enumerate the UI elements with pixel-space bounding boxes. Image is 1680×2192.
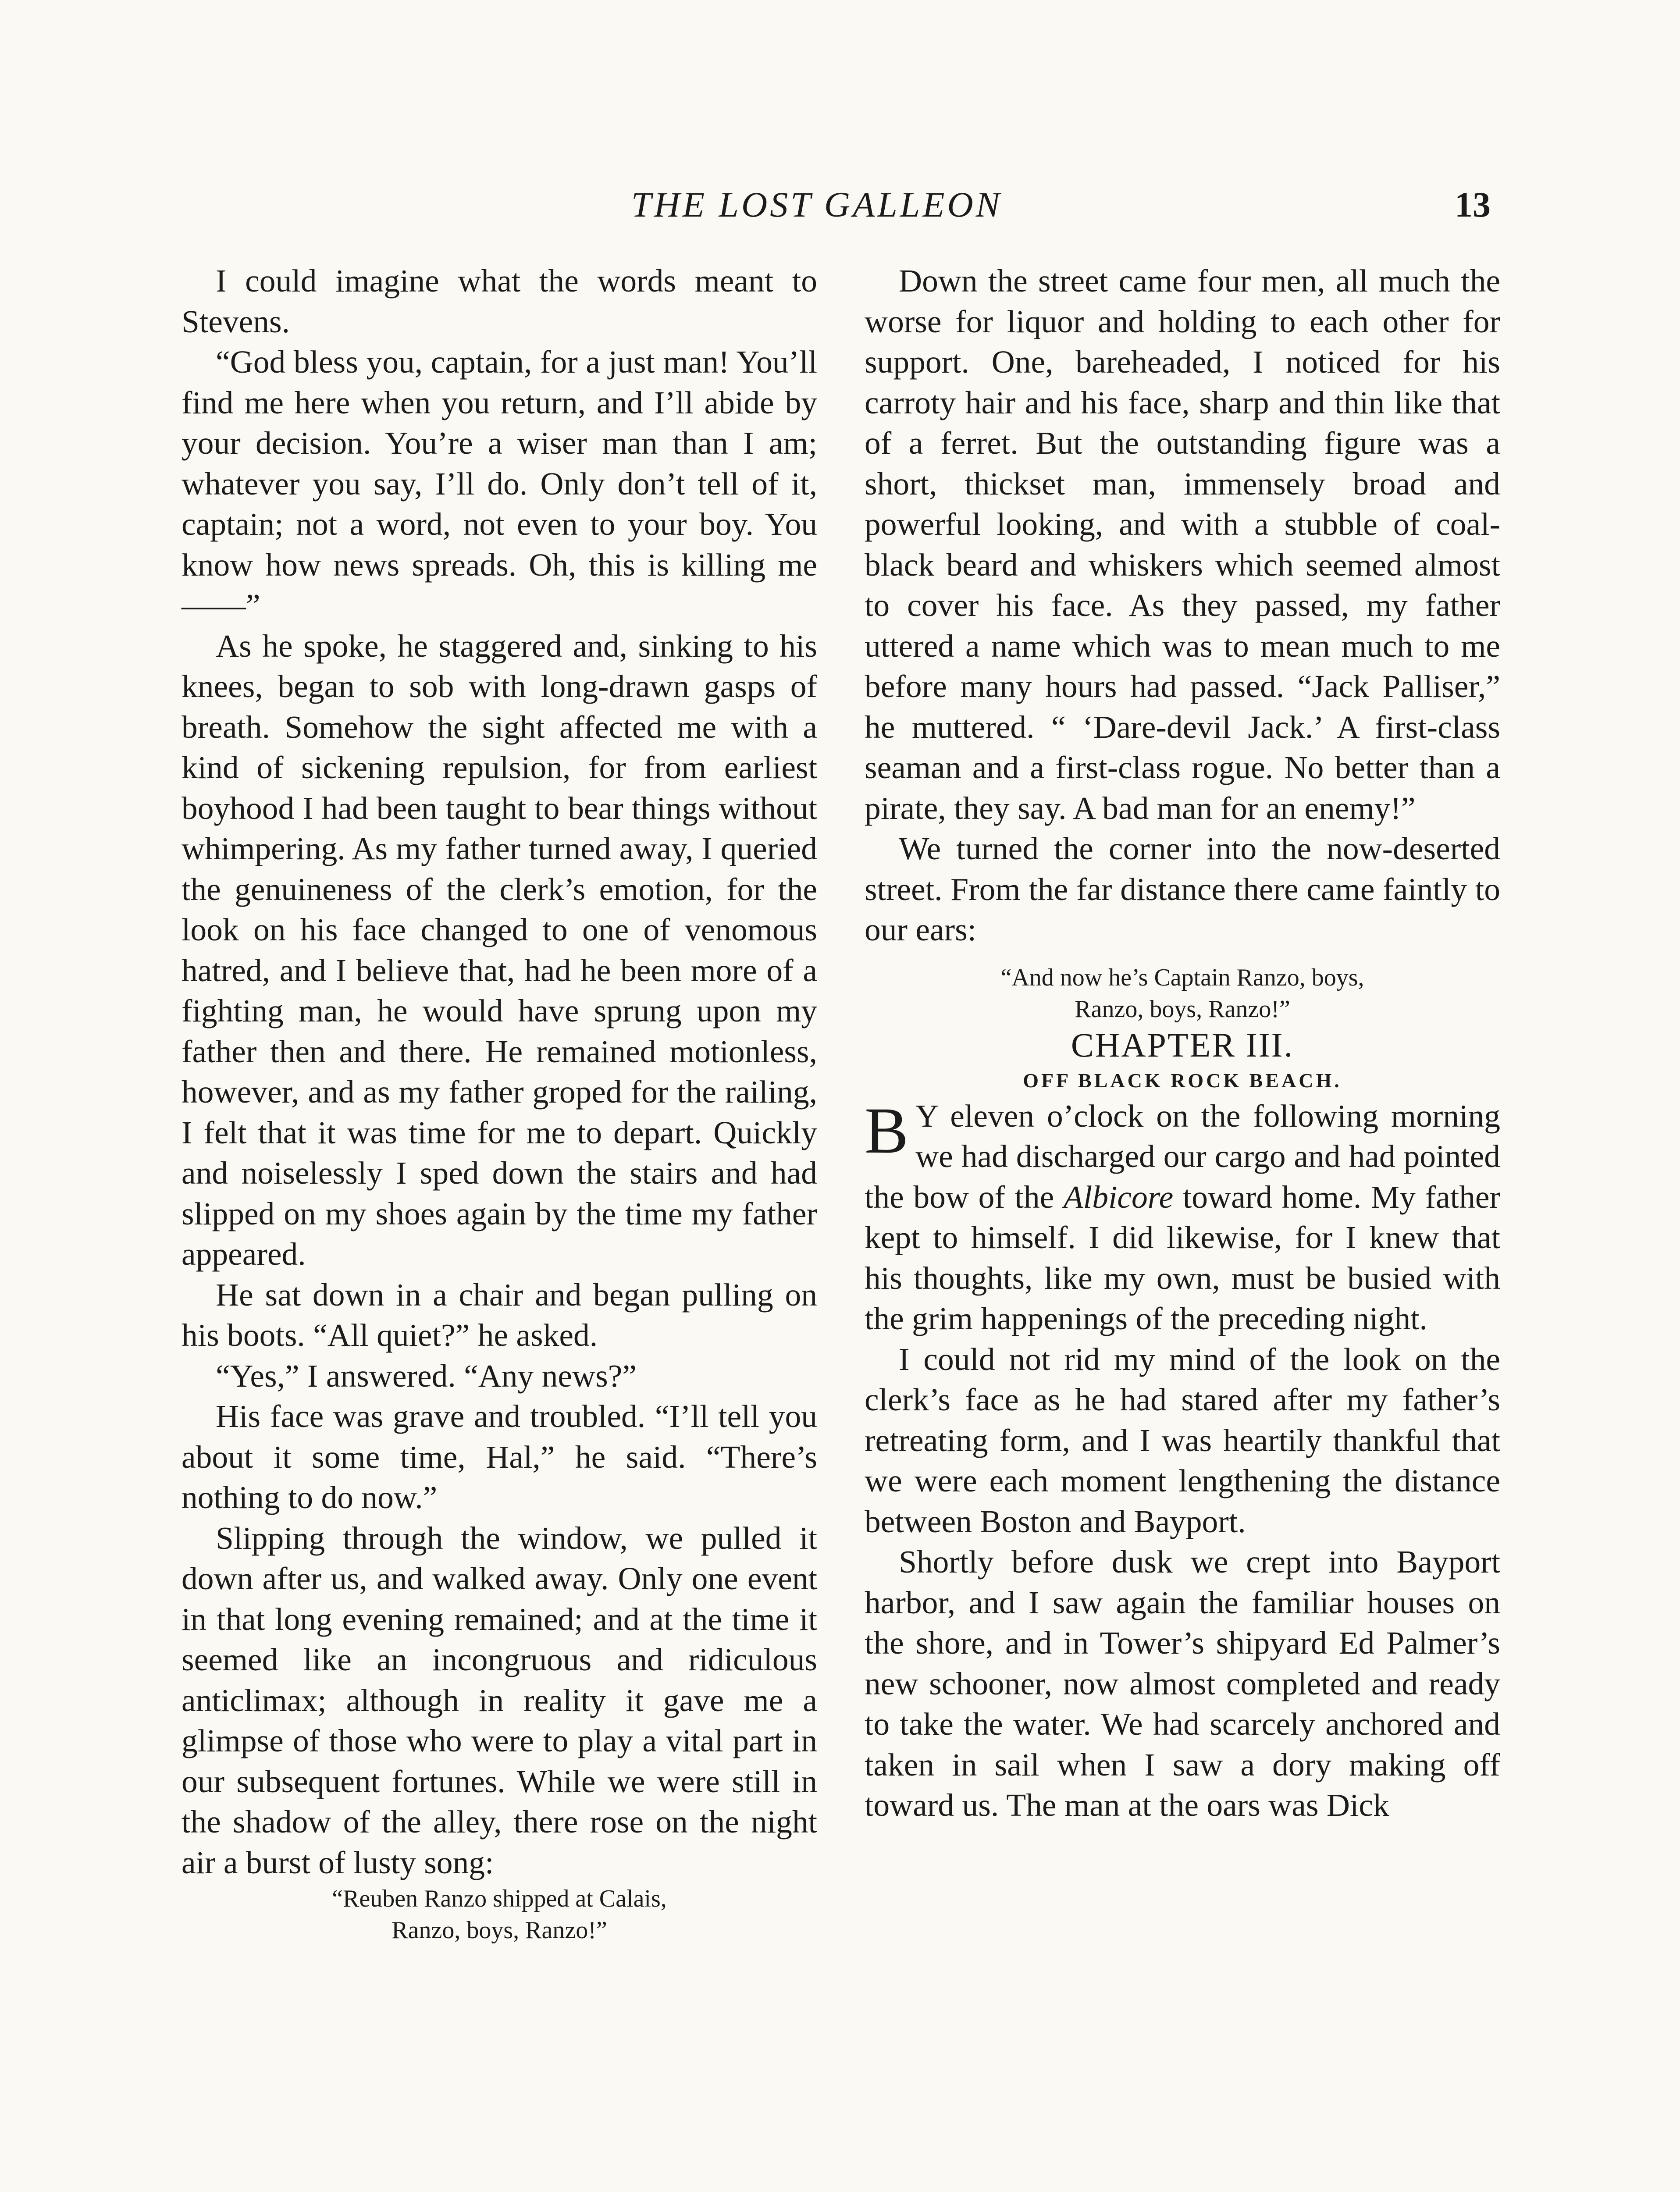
chapter-opening-paragraph xyxy=(865,1096,1500,1339)
song-line: Ranzo, boys, Ranzo!” xyxy=(392,1917,607,1944)
running-title: THE LOST GALLEON xyxy=(631,185,1003,224)
paragraph: As he spoke, he staggered and, sinking to his knees, began to sob with long-drawn gasps of breath. Somehow the sight affected me with a kind of sickening repulsion, for from earliest boyhood I had been taught to bear things without whimpering. As my father turned away, I queried the genuineness of the clerk’s emotion, for the look on his face changed to one of venomous hatred, and I believe that, had he been more of a fighting man, he would have sprung upon my father then and there. He remained motionless, however, and as my father groped for the railing, I felt that it was time for me to depart. Quickly and noiselessly I sped down the stairs and had slipped on my shoes again by the time my father appeared. xyxy=(182,628,817,1272)
page-number: 13 xyxy=(1455,185,1491,224)
paragraph: Slipping through the window, we pulled it down after us, and walked away. Only one event in that long evening remained; and at the time it seemed like an incongruous and ridiculous anticlimax; although in reality it gave me a glimpse of those who were to play a vital part in our subsequent fortunes. While we were still in the shadow of the alley, there rose on the night air a burst of lusty song: xyxy=(182,1520,817,1880)
paragraph: We turned the corner into the now-deserted street. From the far distance there came faintly to our ears: xyxy=(865,831,1500,947)
paragraph: Shortly before dusk we crept into Bayport harbor, and I saw again the familiar houses on the shore, and in Tower’s shipyard Ed Palmer’s new schooner, now almost completed and ready to take the water. We had scarcely anchored and taken in sail when I saw a dory making off toward us. The man at the oars was Dick xyxy=(865,1544,1500,1823)
paragraph-text: Y eleven o’clock on the following morning we had discharged our cargo and had pointed the bow of the xyxy=(865,1098,1500,1215)
ship-name: Albicore xyxy=(1063,1179,1174,1215)
song-verse xyxy=(865,962,1500,1025)
paragraph: Down the street came four men, all much the worse for liquor and holding to each other for support. One, bareheaded, I noticed for his carroty hair and his face, sharp and thin like that of a ferret. But the outstanding figure was a short, thickset man, immensely broad and powerful looking, and with a stubble of coal-black beard and whiskers which seemed almost to cover his face. As they passed, my father uttered a name which was to mean much to me before many hours had passed. “Jack Palliser,” he muttered. “ ‘Dare-devil Jack.’ A first-class seaman and a first-class rogue. No better than a pirate, they say. A bad man for an enemy!” xyxy=(865,263,1500,826)
paragraph: I could imagine what the words meant to Stevens. xyxy=(182,263,817,339)
song-verse xyxy=(182,1883,817,1946)
drop-cap: B xyxy=(865,1094,909,1167)
right-column xyxy=(865,261,1500,1826)
chapter-subtitle: OFF BLACK ROCK BEACH. xyxy=(1023,1069,1342,1092)
song-line: Ranzo, boys, Ranzo!” xyxy=(1075,995,1290,1023)
paragraph: His face was grave and troubled. “I’ll tell you about it some time, Hal,” he said. “There’s nothing to do now.” xyxy=(182,1398,817,1515)
chapter-title: CHAPTER III. xyxy=(1071,1025,1294,1064)
song-line: “Reuben Ranzo shipped at Calais, xyxy=(332,1885,667,1912)
song-line: “And now he’s Captain Ranzo, boys, xyxy=(1000,964,1364,991)
left-column xyxy=(182,261,817,1946)
paragraph: “God bless you, captain, for a just man! You’ll find me here when you return, and I’ll abide by your decision. You’re a wiser man than I am; whatever you say, I’ll do. Only don’t tell of it, captain; not a word, not even to your boy. You know how news spreads. Oh, this is killing me——” xyxy=(182,344,817,623)
paragraph: I could not rid my mind of the look on the clerk’s face as he had stared after my father’s retreating form, and I was heartily thankful that we were each moment lengthening the distance between Boston and Bayport. xyxy=(865,1341,1500,1539)
paragraph: He sat down in a chair and began pulling on his boots. “All quiet?” he asked. xyxy=(182,1277,817,1353)
paragraph-text: toward home. My father kept to himself. I did likewise, for I knew that his thoughts, like my own, must be busied with the grim happenings of the preceding night. xyxy=(865,1179,1500,1336)
paragraph: “Yes,” I answered. “Any news?” xyxy=(216,1358,637,1394)
running-head xyxy=(0,184,1680,237)
